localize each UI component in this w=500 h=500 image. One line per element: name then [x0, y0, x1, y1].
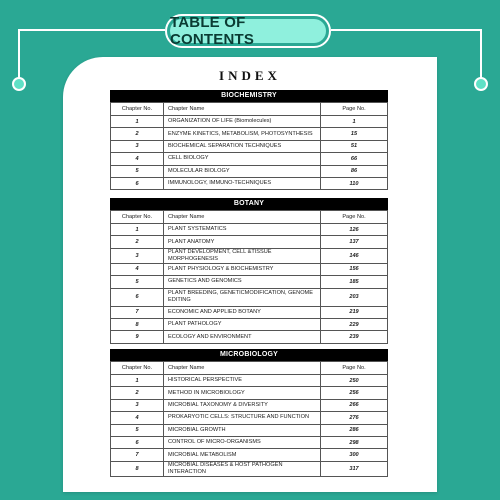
chapter-name: BIOCHEMICAL SEPARATION TECHNIQUES — [164, 140, 321, 152]
chapter-name: GENETICS AND GENOMICS — [164, 276, 321, 288]
table-row — [111, 263, 388, 275]
chapter-no: 1 — [111, 224, 164, 236]
page-no: 276 — [321, 412, 388, 424]
page-no: 86 — [321, 165, 388, 177]
index-heading: INDEX — [219, 68, 281, 83]
table-row — [111, 424, 388, 436]
page-no: 286 — [321, 424, 388, 436]
chapter-name: MICROBIAL METABOLISM — [164, 449, 321, 461]
table-row — [111, 449, 388, 461]
table-row — [111, 276, 388, 288]
chapter-name: ENZYME KINETICS, METABOLISM, PHOTOSYNTHESIS — [164, 128, 321, 140]
table-row — [111, 412, 388, 424]
page-title: TABLE OF CONTENTS — [170, 19, 326, 43]
chapter-name: CELL BIOLOGY — [164, 153, 321, 165]
table-row — [111, 306, 388, 318]
column-header-chapter-name: Chapter Name — [164, 103, 321, 116]
table-header-row — [111, 362, 388, 375]
page-no: 300 — [321, 449, 388, 461]
page-no: 51 — [321, 140, 388, 152]
chapter-name: HISTORICAL PERSPECTIVE — [164, 375, 321, 387]
column-header-page-no: Page No. — [321, 211, 388, 224]
page-no: 266 — [321, 399, 388, 411]
table-row — [111, 236, 388, 248]
page-no: 185 — [321, 276, 388, 288]
chapter-no: 8 — [111, 318, 164, 330]
page-no: 256 — [321, 387, 388, 399]
column-header-chapter-no: Chapter No. — [111, 103, 164, 116]
table-row — [111, 318, 388, 330]
table-row — [111, 140, 388, 152]
table-row — [111, 248, 388, 263]
table-row — [111, 128, 388, 140]
table-row — [111, 288, 388, 306]
table-header-row — [111, 103, 388, 116]
table-row — [111, 177, 388, 189]
chapter-name: ORGANIZATION OF LIFE (Biomolecules) — [164, 116, 321, 128]
chapter-no: 4 — [111, 153, 164, 165]
page-no: 239 — [321, 331, 388, 343]
page-no: 110 — [321, 177, 388, 189]
chapter-name: MOLECULAR BIOLOGY — [164, 165, 321, 177]
section-title: BIOCHEMISTRY — [110, 90, 388, 102]
page-no: 317 — [321, 461, 388, 476]
chapter-no: 3 — [111, 248, 164, 263]
column-header-chapter-name: Chapter Name — [164, 211, 321, 224]
chapter-no: 3 — [111, 140, 164, 152]
page-no: 126 — [321, 224, 388, 236]
chapter-name: MICROBIAL TAXONOMY & DIVERSITY — [164, 399, 321, 411]
chapter-name: METHOD IN MICROBIOLOGY — [164, 387, 321, 399]
chapter-no: 2 — [111, 236, 164, 248]
table-row — [111, 461, 388, 476]
column-header-chapter-name: Chapter Name — [164, 362, 321, 375]
chapter-table — [110, 210, 388, 344]
chapter-name: CONTROL OF MICRO-ORGANISMS — [164, 436, 321, 448]
chapter-no: 1 — [111, 375, 164, 387]
chapter-no: 4 — [111, 263, 164, 275]
chapter-no: 5 — [111, 165, 164, 177]
chapter-no: 4 — [111, 412, 164, 424]
chapter-no: 2 — [111, 128, 164, 140]
column-header-page-no: Page No. — [321, 103, 388, 116]
table-row — [111, 436, 388, 448]
chapter-name: ECONOMIC AND APPLIED BOTANY — [164, 306, 321, 318]
connector-line-right-vertical — [480, 29, 482, 83]
page-no: 66 — [321, 153, 388, 165]
chapter-name: PLANT PATHOLOGY — [164, 318, 321, 330]
table-row — [111, 399, 388, 411]
column-header-chapter-no: Chapter No. — [111, 211, 164, 224]
chapter-name: PLANT DEVELOPMENT, CELL &TISSUE MORPHOGENESIS — [164, 248, 321, 263]
chapter-no: 6 — [111, 288, 164, 306]
connector-line-left-vertical — [18, 29, 20, 83]
chapter-name: ECOLOGY AND ENVIRONMENT — [164, 331, 321, 343]
table-row — [111, 153, 388, 165]
chapter-no: 7 — [111, 306, 164, 318]
page-no: 156 — [321, 263, 388, 275]
page-no: 15 — [321, 128, 388, 140]
chapter-table — [110, 102, 388, 190]
table-header-row — [111, 211, 388, 224]
connector-dot-left — [12, 77, 26, 91]
table-row — [111, 224, 388, 236]
chapter-no: 2 — [111, 387, 164, 399]
index-sheet — [63, 57, 437, 492]
page-no: 219 — [321, 306, 388, 318]
section-microbiology — [110, 349, 388, 477]
page-no: 1 — [321, 116, 388, 128]
chapter-name: PLANT ANATOMY — [164, 236, 321, 248]
chapter-name: PLANT SYSTEMATICS — [164, 224, 321, 236]
column-header-chapter-no: Chapter No. — [111, 362, 164, 375]
chapter-name: MICROBIAL DISEASES & HOST PATHOGEN INTERACTION — [164, 461, 321, 476]
chapter-name: PLANT PHYSIOLOGY & BIOCHEMISTRY — [164, 263, 321, 275]
section-biochemistry — [110, 90, 388, 190]
table-row — [111, 387, 388, 399]
chapter-name: PLANT BREEDING, GENETICMODIFICATION, GENOME EDITING — [164, 288, 321, 306]
chapter-name: MICROBIAL GROWTH — [164, 424, 321, 436]
chapter-no: 9 — [111, 331, 164, 343]
connector-line-left-horizontal — [19, 29, 165, 31]
column-header-page-no: Page No. — [321, 362, 388, 375]
chapter-no: 6 — [111, 436, 164, 448]
page-no: 146 — [321, 248, 388, 263]
table-row — [111, 375, 388, 387]
title-pill — [165, 14, 331, 48]
chapter-no: 5 — [111, 276, 164, 288]
chapter-no: 7 — [111, 449, 164, 461]
page-no: 203 — [321, 288, 388, 306]
chapter-name: IMMUNOLOGY, IMMUNO-TECHNIQUES — [164, 177, 321, 189]
section-title: BOTANY — [110, 198, 388, 210]
table-row — [111, 116, 388, 128]
connector-line-right-horizontal — [331, 29, 481, 31]
page-no: 137 — [321, 236, 388, 248]
page-no: 229 — [321, 318, 388, 330]
chapter-no: 5 — [111, 424, 164, 436]
chapter-table — [110, 361, 388, 477]
page-no: 250 — [321, 375, 388, 387]
table-row — [111, 331, 388, 343]
chapter-no: 3 — [111, 399, 164, 411]
chapter-no: 1 — [111, 116, 164, 128]
chapter-no: 6 — [111, 177, 164, 189]
section-title: MICROBIOLOGY — [110, 349, 388, 361]
page-no: 298 — [321, 436, 388, 448]
connector-dot-right — [474, 77, 488, 91]
section-botany — [110, 198, 388, 344]
table-row — [111, 165, 388, 177]
chapter-no: 8 — [111, 461, 164, 476]
chapter-name: PROKARYOTIC CELLS: STRUCTURE AND FUNCTION — [164, 412, 321, 424]
